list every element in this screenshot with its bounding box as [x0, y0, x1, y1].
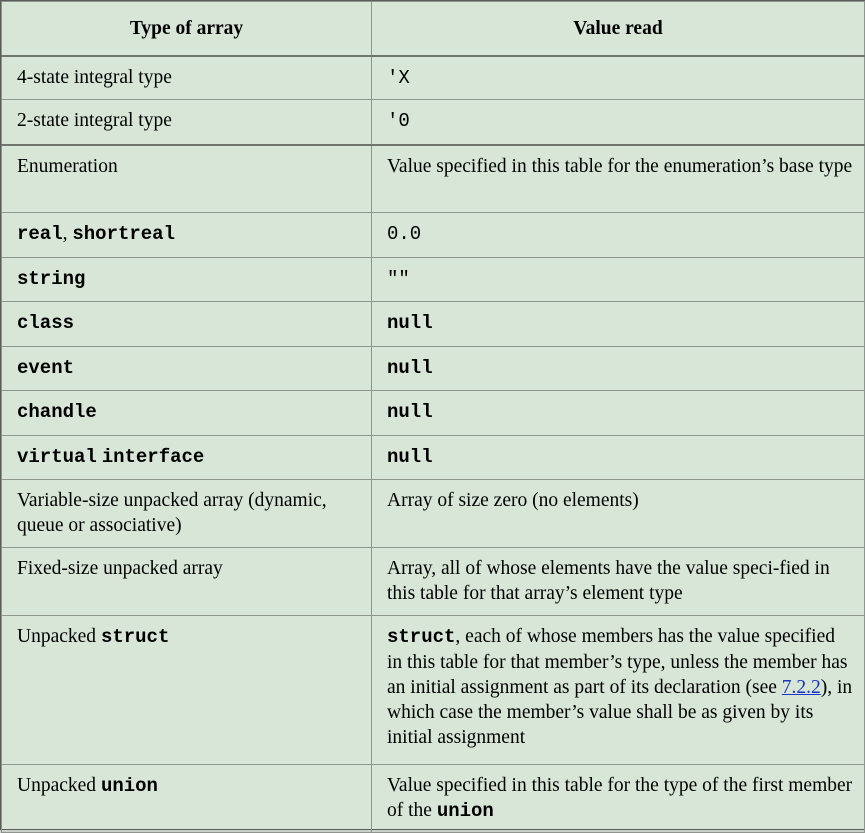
keyword-text: struct [387, 626, 456, 648]
keyword-text: null [387, 312, 433, 334]
value-cell [372, 100, 865, 145]
cell-text: 'X [387, 66, 410, 89]
header-value-read: Value read [372, 2, 865, 56]
value-cell [372, 302, 865, 347]
cell-text: Array of size zero (no elements) [387, 490, 639, 511]
table-row [2, 347, 865, 391]
keyword-text: struct [100, 626, 170, 648]
table-row [2, 145, 865, 213]
cell-text: Unpacked [17, 626, 101, 647]
cell-text: , [62, 223, 73, 244]
value-cell [372, 436, 865, 480]
table-row [2, 765, 865, 833]
value-cell [372, 616, 865, 765]
value-cell [372, 347, 865, 391]
type-cell [2, 391, 372, 436]
header-row [2, 2, 865, 56]
cell-text: Unpacked [17, 775, 101, 796]
table-row [2, 56, 865, 100]
value-cell [372, 145, 865, 213]
type-cell [2, 548, 372, 616]
keyword-text: real [17, 223, 63, 245]
value-cell [372, 213, 865, 258]
type-cell [2, 347, 372, 391]
cell-text: Enumeration [17, 155, 118, 177]
table-row [2, 436, 865, 480]
table-row [2, 391, 865, 436]
cell-text: , each of whose members has the value specified in this table for that member’s type, unless the member has an initial assignment as part of its declaration (see [387, 626, 848, 698]
table-row [2, 548, 865, 616]
keyword-text: null [387, 446, 433, 468]
header-type-of-array: Type of array [2, 2, 372, 56]
type-cell [2, 616, 372, 765]
value-cell [372, 391, 865, 436]
keyword-text: string [17, 268, 86, 290]
keyword-text: interface [101, 446, 205, 468]
type-cell [2, 302, 372, 347]
keyword-text: class [17, 312, 75, 334]
table-row [2, 100, 865, 145]
keyword-text: chandle [17, 401, 97, 423]
keyword-text: null [387, 357, 433, 379]
type-cell [2, 480, 372, 548]
cell-text: 0.0 [387, 223, 422, 245]
cell-text: Value specified in this table for the enumeration’s base type [387, 155, 853, 177]
value-cell [372, 765, 865, 833]
cell-text: Array, all of whose elements have the value speci-fied in this table for that array’s element type [387, 558, 830, 604]
cell-text: Value specified in this table for the type of the first member of the [387, 775, 853, 821]
cell-text: "" [387, 268, 410, 290]
cell-text: 4-state integral type [17, 66, 172, 88]
type-cell [2, 765, 372, 833]
type-cell [2, 213, 372, 258]
keyword-text: union [100, 775, 158, 797]
table-row [2, 480, 865, 548]
table-row [2, 213, 865, 258]
clause-link[interactable]: 7.2.2 [781, 677, 821, 698]
type-cell [2, 436, 372, 480]
keyword-text: union [436, 800, 494, 822]
keyword-text: null [387, 401, 433, 423]
type-cell [2, 100, 372, 145]
value-cell [372, 56, 865, 100]
table-row [2, 616, 865, 765]
cell-text: 2-state integral type [17, 110, 172, 131]
keyword-text: shortreal [72, 223, 175, 245]
table-row [2, 302, 865, 347]
value-read-table [1, 1, 865, 833]
value-cell [372, 480, 865, 548]
cell-text: Variable-size unpacked array (dynamic, queue or associative) [17, 490, 327, 536]
cell-text: ), in which case the member’s value shall be as given by its initial assignment [387, 677, 853, 748]
keyword-text: virtual [17, 446, 97, 468]
value-cell [372, 548, 865, 616]
cell-text: Fixed-size unpacked array [17, 558, 223, 579]
keyword-text: event [17, 357, 75, 379]
cell-text: '0 [387, 110, 410, 132]
type-cell [2, 56, 372, 100]
type-cell [2, 145, 372, 213]
table-row [2, 258, 865, 302]
value-cell [372, 258, 865, 302]
type-cell [2, 258, 372, 302]
